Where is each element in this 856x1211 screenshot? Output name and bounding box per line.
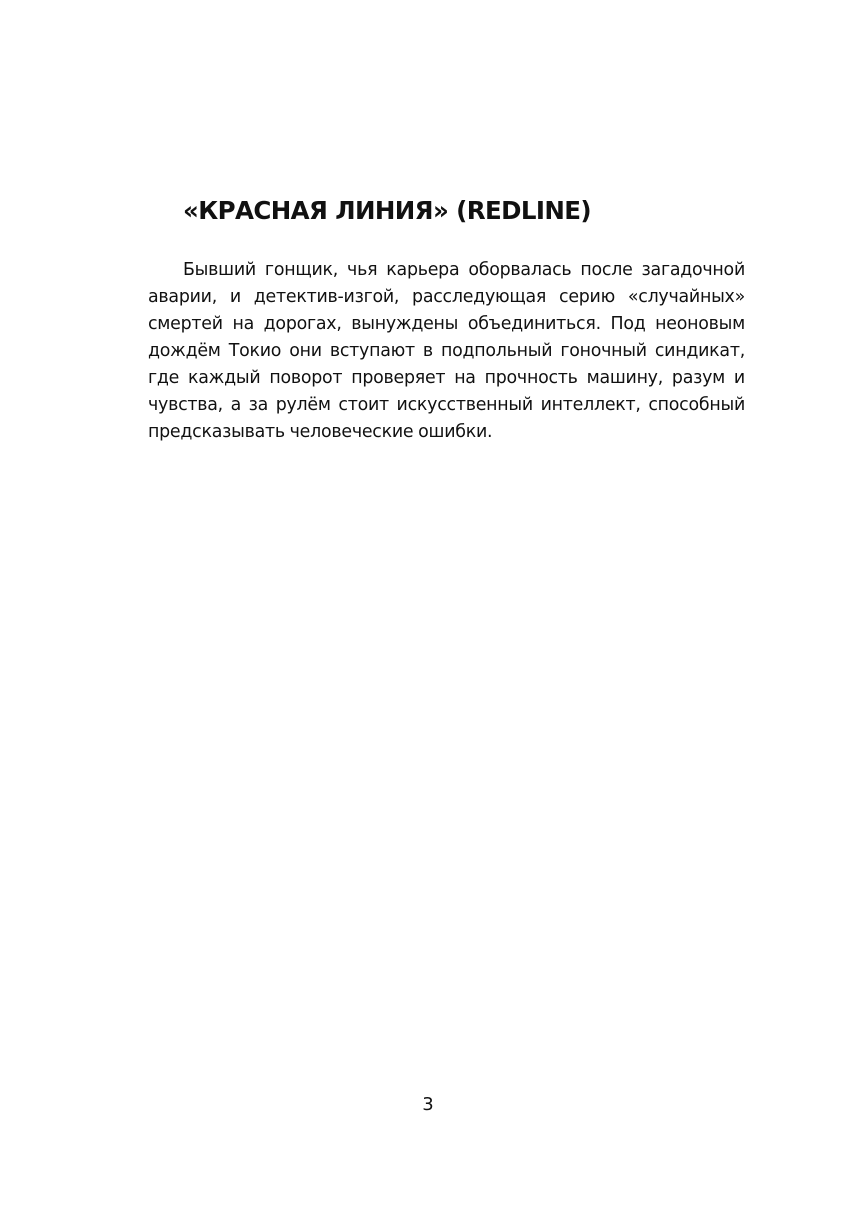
body-paragraph: Бывший гонщик, чья карьера оборвалась после загадочной аварии, и детектив-изгой, расследующая серию «случайных» смертей на дорогах, вынуждены объединиться. Под неоновым дождём Токио они вступают в подпольный гоночный синдикат, где каждый поворот проверяет на прочность машину, разум и чувства, а за рулём стоит искусственный интеллект, способный предсказывать человеческие ошибки.: [148, 260, 745, 442]
page-title: «КРАСНАЯ ЛИНИЯ» (REDLINE): [183, 196, 591, 225]
page-number: 3: [422, 1094, 434, 1115]
